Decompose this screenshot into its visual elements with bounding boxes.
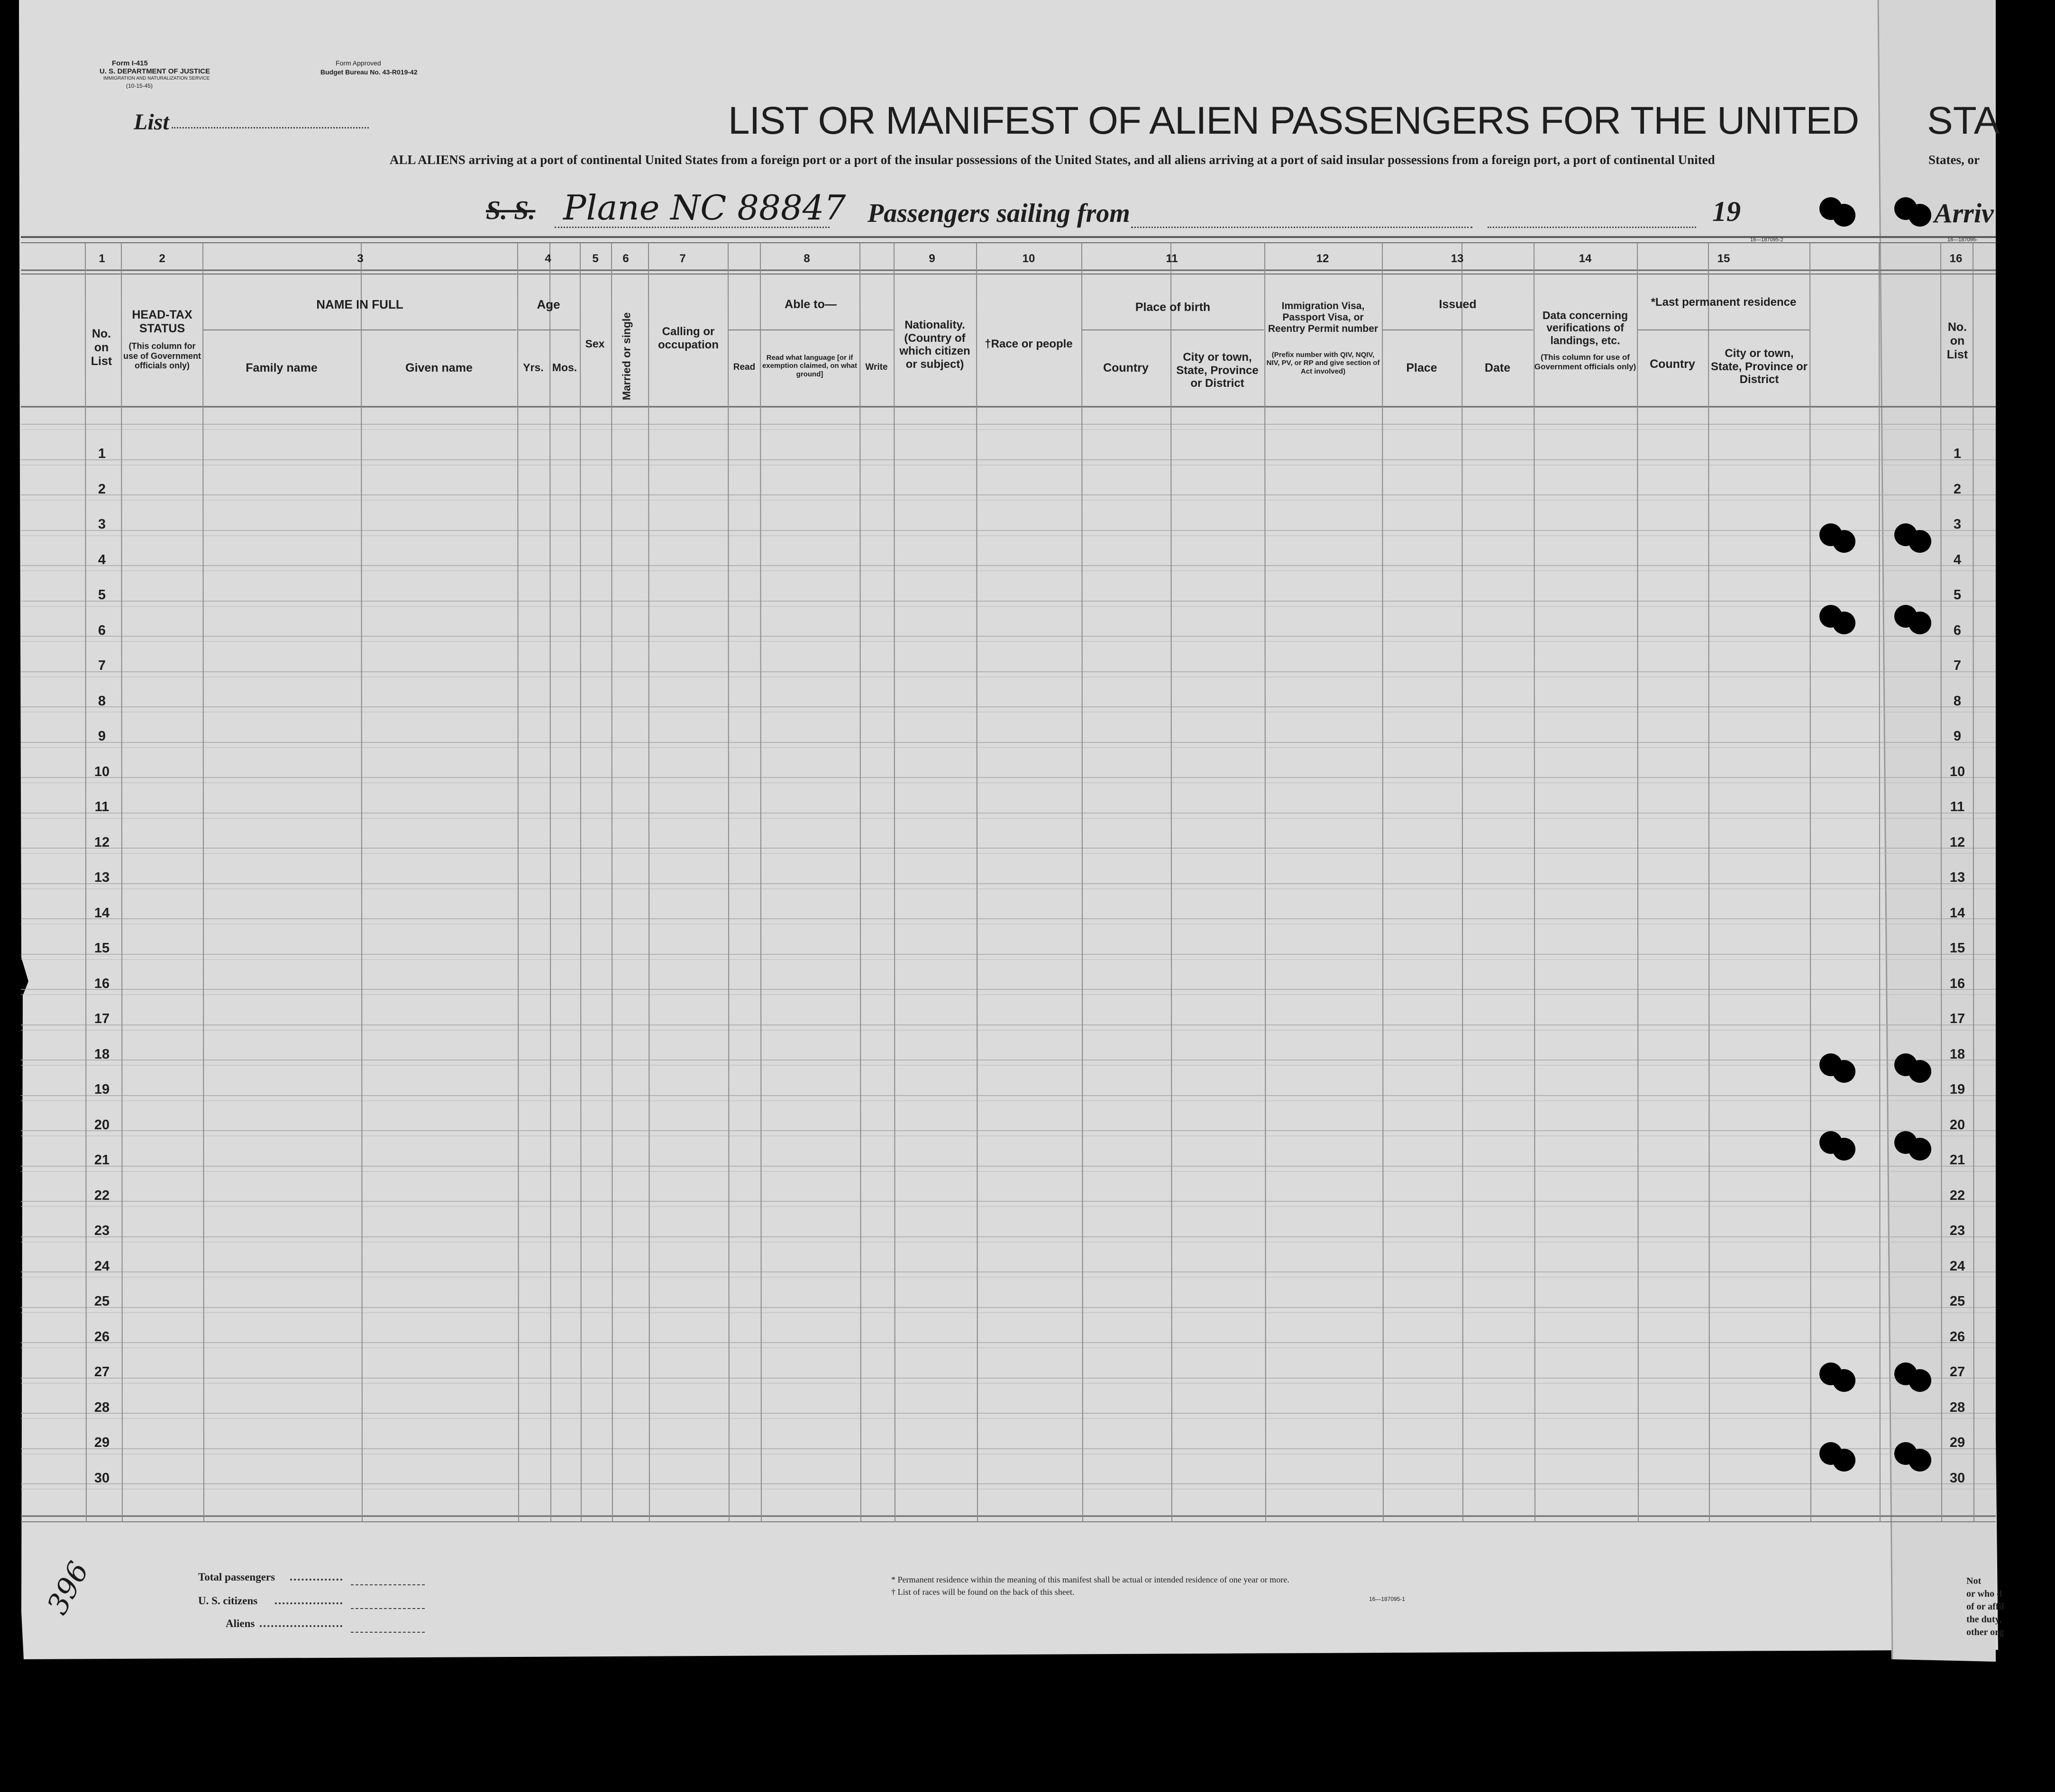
punch-hole [1909, 530, 1931, 553]
header-last-residence: *Last permanent residence [1651, 296, 1797, 309]
vessel-field[interactable] [555, 227, 830, 228]
header-age: Age [537, 297, 560, 311]
punch-hole [1833, 1060, 1855, 1083]
row-number-right: 29 [1949, 1435, 1965, 1450]
header-calling: Calling or occupation [658, 325, 719, 351]
row-number-right: 24 [1949, 1259, 1965, 1274]
header-write: Write [865, 362, 888, 372]
column-number: 3 [357, 252, 364, 265]
header-residence-city: City or town, State, Province or District [1710, 347, 1808, 386]
punch-hole [1833, 204, 1855, 227]
header-head-tax: HEAD-TAX STATUS [132, 308, 192, 335]
row-number-left: 29 [94, 1435, 110, 1450]
row-number-left: 22 [94, 1188, 110, 1203]
row-number-left: 6 [98, 623, 106, 638]
row-number-left: 27 [94, 1364, 110, 1380]
print-code: 16—187095-2 [1750, 237, 1783, 243]
header-issued: Issued [1439, 298, 1477, 311]
row-number-right: 3 [1953, 517, 1962, 532]
row-number-right: 21 [1949, 1152, 1965, 1168]
row-number-right: 17 [1949, 1011, 1965, 1026]
header-mos: Mos. [552, 361, 577, 374]
arriving-label: Arriv [1934, 198, 1994, 229]
vessel-handwritten: Plane NC 88847 [563, 188, 846, 228]
row-number-left: 12 [94, 835, 110, 850]
header-no-on-list: No. on List [91, 327, 112, 368]
column-number: 9 [929, 252, 935, 265]
us-citizens-field[interactable] [351, 1608, 425, 1609]
list-field[interactable] [172, 127, 369, 128]
row-number-right: 30 [1949, 1471, 1965, 1486]
row-number-right: 20 [1949, 1117, 1965, 1133]
column-number: 14 [1579, 252, 1592, 265]
footnote-races: † List of races will be found on the back of this sheet. [891, 1587, 1075, 1597]
header-visa-note: (Prefix number with QIV, NQIV, NIV, PV, or RP and give section of Act involved) [1266, 351, 1380, 375]
print-code-right: 16—187095- [1947, 237, 1978, 243]
row-number-left: 2 [98, 482, 106, 497]
punch-hole [1833, 530, 1855, 553]
us-citizens-dots [275, 1602, 342, 1604]
row-number-right: 12 [1949, 835, 1965, 850]
column-number: 7 [679, 252, 686, 265]
row-number-right: 28 [1949, 1400, 1965, 1415]
punch-hole [1909, 1138, 1931, 1161]
row-number-left: 30 [94, 1471, 110, 1486]
header-issued-place: Place [1406, 361, 1437, 375]
column-number: 2 [159, 252, 165, 265]
note-right-line: of or affil [1966, 1601, 2004, 1612]
row-number-left: 24 [94, 1259, 110, 1274]
row-number-right: 8 [1953, 694, 1962, 709]
sailing-from-field[interactable] [1131, 227, 1472, 228]
row-number-left: 14 [94, 905, 110, 921]
row-number-right: 27 [1949, 1364, 1965, 1380]
punch-hole [1833, 1138, 1855, 1161]
aliens-dots [260, 1625, 342, 1627]
row-number-right: 6 [1953, 623, 1962, 638]
punch-hole [1909, 1449, 1931, 1472]
header-no-on-list-right: No. on List [1946, 320, 1968, 361]
row-number-left: 26 [94, 1329, 110, 1344]
header-name-in-full: NAME IN FULL [316, 297, 403, 311]
row-number-left: 9 [98, 729, 106, 744]
header-sex: Sex [585, 338, 605, 350]
row-number-right: 2 [1953, 482, 1962, 497]
row-number-right: 19 [1949, 1082, 1965, 1097]
row-number-right: 22 [1949, 1188, 1965, 1203]
row-number-left: 19 [94, 1082, 110, 1097]
header-yrs: Yrs. [523, 361, 544, 374]
row-number-right: 23 [1949, 1223, 1965, 1238]
row-number-right: 14 [1949, 905, 1965, 921]
aliens-label: Aliens [226, 1618, 255, 1629]
header-read-language: Read what language [or if exemption claimed, on what ground] [762, 354, 858, 378]
row-number-right: 11 [1950, 799, 1965, 814]
row-number-left: 13 [94, 870, 110, 885]
row-number-left: 17 [94, 1011, 110, 1026]
header-place-of-birth: Place of birth [1135, 301, 1211, 314]
row-number-right: 18 [1949, 1047, 1965, 1062]
punch-hole [1909, 1369, 1931, 1392]
row-number-right: 25 [1949, 1294, 1965, 1309]
total-passengers-field[interactable] [351, 1584, 425, 1585]
row-number-left: 18 [94, 1047, 110, 1062]
row-number-left: 7 [98, 658, 106, 673]
header-data-note: (This column for use of Government officials only) [1534, 353, 1636, 371]
row-number-left: 8 [98, 694, 106, 709]
handwritten-number: 396 [41, 1556, 96, 1620]
row-number-left: 25 [94, 1294, 110, 1309]
note-right-line: the duty, [1966, 1614, 2002, 1625]
column-number: 13 [1451, 252, 1464, 265]
page-title: LIST OR MANIFEST OF ALIEN PASSENGERS FOR THE UNITED [728, 99, 1859, 142]
column-number: 15 [1717, 252, 1730, 265]
column-number: 12 [1316, 252, 1329, 265]
total-passengers-dots [290, 1579, 342, 1581]
vessel-label: S. S. [486, 196, 536, 225]
punch-hole [1909, 1060, 1931, 1083]
page-subtitle: ALL ALIENS arriving at a port of continental United States from a foreign port or a port of the insular possessions of the United States, and all aliens arriving at a port of said insular possessions from a foreign port, a port of continental United [390, 153, 1715, 167]
header-issued-date: Date [1484, 361, 1511, 375]
footer-code: 16—187095-1 [1369, 1596, 1406, 1602]
sailing-label: Passengers sailing from [868, 199, 1130, 228]
sailing-date-field[interactable] [1488, 227, 1696, 228]
row-number-right: 1 [1953, 446, 1962, 461]
header-data-concerning: Data concerning verifications of landings, etc. [1542, 309, 1628, 347]
header-able-to: Able to— [785, 298, 837, 311]
us-citizens-label: U. S. citizens [198, 1595, 258, 1607]
header-given-name: Given name [405, 361, 473, 375]
service: IMMIGRATION AND NATURALIZATION SERVICE [103, 76, 210, 81]
header-birth-country: Country [1103, 361, 1149, 375]
header-birth-city: City or town, State, Province or District [1176, 351, 1259, 390]
row-number-left: 11 [94, 799, 110, 814]
row-number-right: 4 [1953, 552, 1962, 567]
punch-hole [1833, 1449, 1855, 1472]
row-number-right: 26 [1949, 1329, 1965, 1344]
note-right-line: Not [1966, 1576, 1982, 1586]
column-number: 11 [1166, 252, 1178, 265]
row-number-left: 28 [94, 1400, 110, 1415]
header-married-or-single: Married or single [620, 312, 633, 401]
row-number-right: 5 [1953, 587, 1962, 603]
punch-hole [1909, 612, 1931, 634]
header-visa: Immigration Visa, Passport Visa, or Reentry Permit number [1268, 301, 1379, 335]
paper-main [19, 0, 1998, 1659]
punch-hole [1833, 612, 1855, 634]
row-number-left: 23 [94, 1223, 110, 1238]
note-right-line: or who d [1966, 1589, 2002, 1599]
header-read: Read [733, 362, 756, 372]
column-number: 5 [592, 252, 599, 265]
page-subtitle-continued: States, or [1928, 153, 1980, 167]
row-number-left: 20 [94, 1117, 110, 1133]
row-number-right: 13 [1949, 870, 1965, 885]
header-family-name: Family name [246, 361, 318, 375]
row-number-left: 3 [98, 517, 106, 532]
header-nationality: Nationality. (Country of which citizen or subject) [899, 319, 970, 371]
column-number: 4 [545, 252, 551, 265]
note-right [1966, 1575, 2004, 1639]
column-number: 6 [622, 252, 629, 265]
form-approved: Form Approved [336, 59, 381, 67]
row-number-right: 16 [1949, 976, 1965, 991]
form-number: Form I-415 [112, 59, 148, 67]
year-prefix: 19 [1712, 196, 1741, 227]
list-label: List [134, 110, 169, 135]
row-number-left: 4 [98, 552, 106, 567]
column-number: 16 [1949, 252, 1963, 265]
row-number-left: 1 [98, 446, 106, 461]
page-title-continued: STA [1927, 99, 2000, 142]
row-number-left: 21 [94, 1152, 110, 1168]
form-date: (10-15-45) [126, 82, 153, 89]
row-number-right: 9 [1953, 729, 1962, 744]
row-number-right: 15 [1949, 941, 1965, 956]
row-number-left: 10 [94, 764, 110, 779]
row-number-right: 7 [1953, 658, 1962, 673]
row-number-left: 15 [94, 941, 110, 956]
punch-hole [1833, 1369, 1855, 1392]
row-number-left: 5 [98, 587, 106, 603]
header-residence-country: Country [1650, 357, 1695, 371]
total-passengers-label: Total passengers [198, 1571, 275, 1583]
header-race: †Race or people [985, 338, 1073, 350]
column-number: 1 [99, 252, 105, 265]
column-number: 10 [1022, 252, 1035, 265]
budget-bureau: Budget Bureau No. 43-R019-42 [320, 68, 418, 76]
header-head-tax-note: (This column for use of Government officials only) [123, 341, 201, 371]
footnote-residence: * Permanent residence within the meaning of this manifest shall be actual or intended residence of one year or more. [891, 1575, 1289, 1584]
row-number-left: 16 [94, 976, 110, 991]
aliens-field[interactable] [351, 1632, 425, 1633]
column-number: 8 [804, 252, 810, 265]
department: U. S. DEPARTMENT OF JUSTICE [100, 67, 210, 75]
note-right-line: other org [1966, 1627, 2004, 1637]
row-number-right: 10 [1949, 764, 1965, 779]
punch-hole [1909, 204, 1931, 227]
